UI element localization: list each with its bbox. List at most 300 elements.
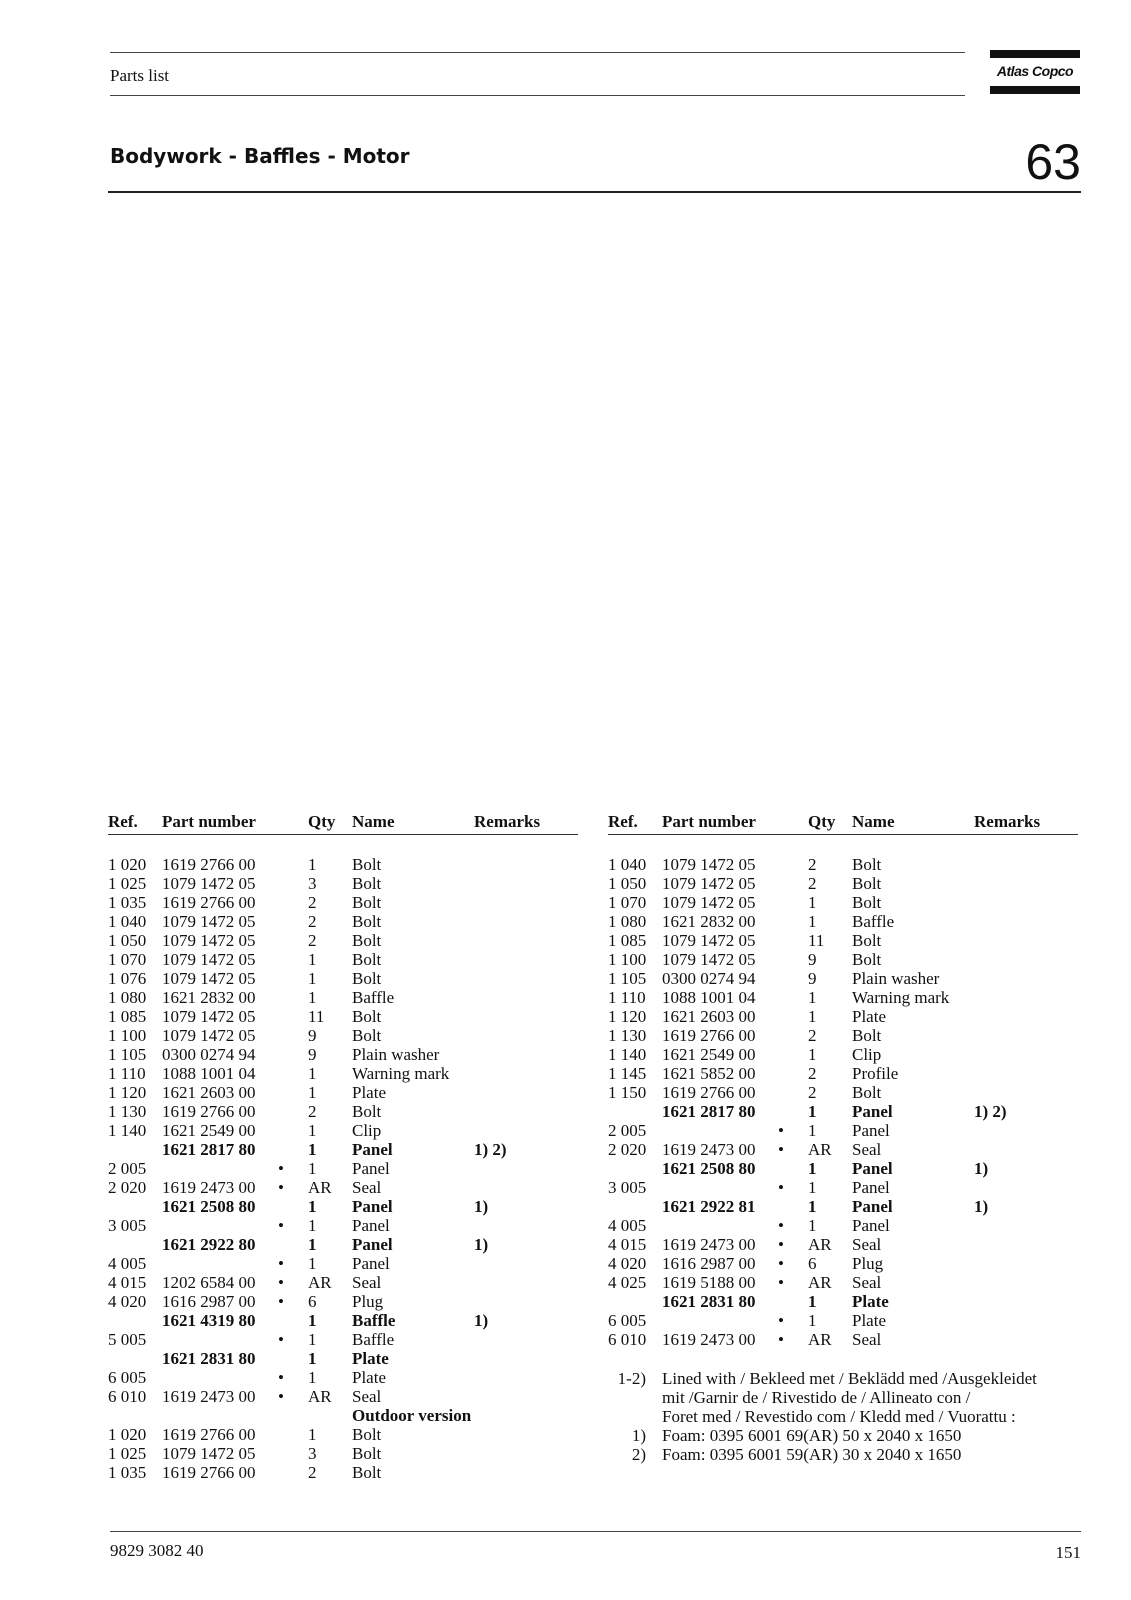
row-name: Bolt [352, 1007, 382, 1026]
note-marker: 1) [631, 1426, 646, 1445]
parts-table-left [108, 812, 578, 1482]
row-name: Plate [352, 1349, 389, 1368]
title-rule [108, 191, 1081, 193]
row-ref: 1 120 [608, 1007, 647, 1026]
row-part-number: 1619 2766 00 [162, 893, 256, 912]
section-number: 63 [1025, 134, 1081, 190]
row-bullet: • [778, 1254, 784, 1273]
row-ref: 1 145 [608, 1064, 647, 1083]
table-row [608, 1330, 1078, 1349]
row-part-number: 1619 2766 00 [662, 1026, 756, 1045]
row-name: Bolt [352, 1026, 382, 1045]
table-row [108, 874, 578, 893]
row-part-number: 1079 1472 05 [162, 1444, 256, 1463]
row-qty: 1 [308, 1368, 317, 1387]
row-qty: 2 [308, 893, 317, 912]
row-qty: 9 [808, 969, 817, 988]
table-row [108, 1159, 578, 1178]
table-row [608, 950, 1078, 969]
row-name: Clip [352, 1121, 382, 1140]
row-bullet: • [778, 1273, 784, 1292]
table-row [108, 1121, 578, 1140]
row-part-number: 1619 2766 00 [662, 1083, 756, 1102]
row-name: Bolt [352, 1425, 382, 1444]
row-ref: 4 020 [108, 1292, 147, 1311]
table-row-assembly [108, 1197, 578, 1216]
table-row-assembly [108, 1349, 578, 1368]
table-row [608, 1235, 1078, 1254]
row-part-number: 1079 1472 05 [662, 931, 756, 950]
row-qty: 1 [308, 1083, 317, 1102]
table-row-assembly [108, 1235, 578, 1254]
row-ref: 1 020 [108, 855, 147, 874]
table-row [608, 1254, 1078, 1273]
row-qty: 1 [808, 1292, 817, 1311]
row-ref: 3 005 [108, 1216, 147, 1235]
row-name: Bolt [352, 950, 382, 969]
row-remarks: 1) 2) [474, 1140, 507, 1159]
table-row [108, 931, 578, 950]
row-name: Bolt [352, 1463, 382, 1482]
row-part-number: 1621 2831 80 [162, 1349, 256, 1368]
row-name: Seal [352, 1273, 382, 1292]
row-qty: 1 [808, 1311, 817, 1330]
row-name: Outdoor version [352, 1406, 472, 1425]
row-part-number: 1619 2473 00 [162, 1387, 256, 1406]
row-qty: 1 [308, 855, 317, 874]
row-ref: 1 110 [108, 1064, 146, 1083]
row-qty: 1 [308, 1064, 317, 1083]
row-ref: 1 025 [108, 874, 147, 893]
row-ref: 1 020 [108, 1425, 147, 1444]
row-qty: 2 [808, 1026, 817, 1045]
row-part-number: 1621 2603 00 [662, 1007, 756, 1026]
row-name: Seal [352, 1387, 382, 1406]
row-part-number: 1621 5852 00 [662, 1064, 756, 1083]
row-part-number: 0300 0274 94 [662, 969, 756, 988]
table-row [108, 855, 578, 874]
row-part-number: 1619 2473 00 [662, 1330, 756, 1349]
row-name: Seal [852, 1235, 882, 1254]
row-name: Plug [352, 1292, 384, 1311]
table-row-assembly [108, 1140, 578, 1159]
row-bullet: • [778, 1178, 784, 1197]
note-text: Foret med / Revestido com / Kledd med / Vuorattu : [662, 1407, 1016, 1426]
note [608, 1445, 1078, 1464]
row-ref: 1 080 [108, 988, 147, 1007]
row-part-number: 1621 2603 00 [162, 1083, 256, 1102]
row-ref: 1 040 [108, 912, 147, 931]
row-qty: AR [808, 1140, 832, 1159]
row-qty: 2 [308, 1463, 317, 1482]
row-ref: 4 015 [608, 1235, 647, 1254]
row-part-number: 1079 1472 05 [662, 893, 756, 912]
row-ref: 1 040 [608, 855, 647, 874]
table-row [608, 969, 1078, 988]
row-name: Bolt [852, 1026, 882, 1045]
row-name: Bolt [352, 1444, 382, 1463]
row-ref: 6 005 [608, 1311, 647, 1330]
row-ref: 1 100 [108, 1026, 147, 1045]
row-qty: 1 [808, 1197, 817, 1216]
row-bullet: • [778, 1235, 784, 1254]
row-qty: 2 [808, 874, 817, 893]
row-name: Bolt [352, 912, 382, 931]
row-qty: 6 [808, 1254, 817, 1273]
row-qty: 2 [808, 1064, 817, 1083]
row-name: Bolt [852, 855, 882, 874]
row-part-number: 1621 2922 80 [162, 1235, 256, 1254]
row-name: Baffle [352, 1311, 396, 1330]
header-name: Name [852, 812, 895, 831]
row-name: Bolt [352, 893, 382, 912]
table-row [608, 1007, 1078, 1026]
table-row [108, 1330, 578, 1349]
header-part-number: Part number [662, 812, 756, 831]
row-qty: 1 [308, 1159, 317, 1178]
row-bullet: • [278, 1330, 284, 1349]
row-ref: 6 005 [108, 1368, 147, 1387]
row-qty: 1 [308, 1140, 317, 1159]
row-part-number: 1619 5188 00 [662, 1273, 756, 1292]
row-name: Seal [852, 1140, 882, 1159]
row-qty: 1 [308, 1425, 317, 1444]
table-row [108, 1254, 578, 1273]
row-name: Seal [852, 1273, 882, 1292]
page-title: Bodywork - Baffles - Motor [110, 144, 410, 168]
row-name: Plate [352, 1368, 386, 1387]
document-number: 9829 3082 40 [110, 1541, 204, 1560]
row-qty: 2 [308, 912, 317, 931]
row-ref: 6 010 [108, 1387, 147, 1406]
row-part-number: 1621 2549 00 [662, 1045, 756, 1064]
row-part-number: 1621 2508 80 [162, 1197, 256, 1216]
table-row [608, 855, 1078, 874]
row-ref: 3 005 [608, 1178, 647, 1197]
row-ref: 1 085 [608, 931, 647, 950]
row-name: Plain washer [852, 969, 940, 988]
row-ref: 1 076 [108, 969, 147, 988]
header-remarks: Remarks [974, 812, 1041, 831]
table-row [108, 1444, 578, 1463]
row-qty: 1 [808, 988, 817, 1007]
row-qty: 1 [308, 1311, 317, 1330]
row-name: Panel [852, 1102, 893, 1121]
row-part-number: 1088 1001 04 [162, 1064, 256, 1083]
logo-bottom-bar [990, 86, 1080, 94]
atlas-copco-logo [990, 50, 1080, 94]
table-row-assembly [608, 1159, 1078, 1178]
row-part-number: 1616 2987 00 [162, 1292, 256, 1311]
table-row [108, 969, 578, 988]
table-row [108, 1387, 578, 1406]
row-bullet: • [278, 1368, 284, 1387]
row-remarks: 1) [474, 1197, 489, 1216]
table-row [108, 1102, 578, 1121]
row-qty: 1 [308, 1216, 317, 1235]
row-ref: 6 010 [608, 1330, 647, 1349]
row-remarks: 1) 2) [974, 1102, 1007, 1121]
row-bullet: • [278, 1178, 284, 1197]
row-ref: 1 130 [108, 1102, 147, 1121]
row-qty: 1 [808, 1045, 817, 1064]
row-qty: 9 [308, 1026, 317, 1045]
row-qty: 11 [808, 931, 825, 950]
row-qty: 6 [308, 1292, 317, 1311]
row-part-number: 1079 1472 05 [162, 912, 256, 931]
row-qty: 11 [308, 1007, 325, 1026]
row-qty: AR [308, 1178, 332, 1197]
row-qty: 1 [808, 1159, 817, 1178]
row-part-number: 1621 2832 00 [662, 912, 756, 931]
row-name: Baffle [352, 988, 395, 1007]
table-row [108, 1026, 578, 1045]
row-ref: 1 050 [608, 874, 647, 893]
row-ref: 1 140 [108, 1121, 147, 1140]
row-qty: 9 [808, 950, 817, 969]
table-row [608, 1273, 1078, 1292]
row-name: Plain washer [352, 1045, 440, 1064]
row-name: Plate [852, 1007, 886, 1026]
row-part-number: 1619 2766 00 [162, 1463, 256, 1482]
table-row [608, 1311, 1078, 1330]
row-name: Clip [852, 1045, 882, 1064]
row-part-number: 1616 2987 00 [662, 1254, 756, 1273]
row-ref: 1 130 [608, 1026, 647, 1045]
row-name: Warning mark [852, 988, 950, 1007]
footer-rule [110, 1531, 1081, 1532]
row-name: Bolt [852, 874, 882, 893]
table-row [608, 1140, 1078, 1159]
row-ref: 2 005 [108, 1159, 147, 1178]
row-ref: 1 110 [608, 988, 646, 1007]
row-name: Bolt [352, 855, 382, 874]
table-row [608, 988, 1078, 1007]
row-name: Baffle [352, 1330, 395, 1349]
row-qty: 1 [808, 893, 817, 912]
note-text: Foam: 0395 6001 69(AR) 50 x 2040 x 1650 [662, 1426, 962, 1445]
table-row-assembly [108, 1406, 578, 1425]
note [608, 1426, 1078, 1445]
row-part-number: 1079 1472 05 [162, 1007, 256, 1026]
row-name: Panel [352, 1140, 393, 1159]
parts-table-right [608, 812, 1078, 1464]
row-qty: AR [808, 1330, 832, 1349]
row-qty: 2 [808, 1083, 817, 1102]
row-ref: 1 070 [608, 893, 647, 912]
row-ref: 1 025 [108, 1444, 147, 1463]
row-qty: 2 [308, 1102, 317, 1121]
row-ref: 1 070 [108, 950, 147, 969]
row-part-number: 1079 1472 05 [662, 855, 756, 874]
row-part-number: 1079 1472 05 [162, 950, 256, 969]
row-name: Plate [852, 1311, 886, 1330]
table-row [108, 1368, 578, 1387]
row-name: Panel [352, 1254, 390, 1273]
table-row-assembly [608, 1292, 1078, 1311]
table-row-assembly [608, 1102, 1078, 1121]
table-row-assembly [108, 1311, 578, 1330]
table-row [108, 912, 578, 931]
row-qty: 3 [308, 1444, 317, 1463]
row-qty: 2 [308, 931, 317, 950]
row-qty: 1 [308, 1121, 317, 1140]
row-part-number: 1079 1472 05 [162, 874, 256, 893]
row-qty: 1 [308, 1197, 317, 1216]
table-row [108, 1273, 578, 1292]
row-qty: 3 [308, 874, 317, 893]
header-name: Name [352, 812, 395, 831]
row-name: Baffle [852, 912, 895, 931]
note-text: Lined with / Bekleed met / Beklädd med /Ausgekleidet [662, 1369, 1037, 1388]
row-qty: 1 [308, 1349, 317, 1368]
row-bullet: • [278, 1216, 284, 1235]
row-name: Bolt [352, 874, 382, 893]
row-qty: 1 [308, 1235, 317, 1254]
header-qty: Qty [308, 812, 336, 831]
row-name: Bolt [852, 1083, 882, 1102]
table-header [108, 812, 578, 835]
row-ref: 1 120 [108, 1083, 147, 1102]
row-ref: 4 015 [108, 1273, 147, 1292]
row-name: Panel [852, 1159, 893, 1178]
row-qty: AR [808, 1235, 832, 1254]
table-row [108, 988, 578, 1007]
row-name: Warning mark [352, 1064, 450, 1083]
row-name: Plug [852, 1254, 884, 1273]
row-part-number: 1079 1472 05 [162, 969, 256, 988]
row-part-number: 1621 4319 80 [162, 1311, 256, 1330]
note-text: mit /Garnir de / Rivestido de / Allineato con / [662, 1388, 971, 1407]
row-ref: 1 035 [108, 893, 147, 912]
row-name: Bolt [352, 1102, 382, 1121]
row-part-number: 1079 1472 05 [162, 931, 256, 950]
row-bullet: • [778, 1216, 784, 1235]
row-qty: 1 [808, 912, 817, 931]
row-part-number: 1621 2831 80 [662, 1292, 756, 1311]
row-qty: 1 [308, 950, 317, 969]
notes [608, 1369, 1078, 1464]
table-row [108, 1216, 578, 1235]
row-name: Seal [352, 1178, 382, 1197]
row-qty: 1 [808, 1007, 817, 1026]
header-top-rule [110, 52, 965, 53]
row-bullet: • [778, 1311, 784, 1330]
row-name: Bolt [352, 969, 382, 988]
row-qty: 9 [308, 1045, 317, 1064]
table-row [108, 1178, 578, 1197]
row-remarks: 1) [974, 1197, 989, 1216]
row-name: Panel [352, 1197, 393, 1216]
row-qty: 1 [308, 1330, 317, 1349]
table-row [108, 1064, 578, 1083]
row-ref: 1 085 [108, 1007, 147, 1026]
row-name: Panel [352, 1159, 390, 1178]
row-part-number: 1202 6584 00 [162, 1273, 256, 1292]
row-name: Panel [852, 1178, 890, 1197]
row-name: Bolt [852, 893, 882, 912]
row-remarks: 1) [474, 1311, 489, 1330]
row-part-number: 1619 2766 00 [162, 1102, 256, 1121]
note-marker: 1-2) [617, 1369, 646, 1388]
row-part-number: 1621 2832 00 [162, 988, 256, 1007]
table-row [608, 1045, 1078, 1064]
row-bullet: • [278, 1159, 284, 1178]
row-ref: 1 105 [608, 969, 647, 988]
row-name: Plate [852, 1292, 889, 1311]
header-qty: Qty [808, 812, 836, 831]
row-ref: 4 025 [608, 1273, 647, 1292]
row-name: Profile [852, 1064, 899, 1083]
row-part-number: 1621 2817 80 [662, 1102, 756, 1121]
row-remarks: 1) [974, 1159, 989, 1178]
row-qty: 2 [808, 855, 817, 874]
row-ref: 1 035 [108, 1463, 147, 1482]
table-row [108, 1083, 578, 1102]
row-name: Bolt [352, 931, 382, 950]
row-bullet: • [278, 1292, 284, 1311]
row-part-number: 1088 1001 04 [662, 988, 756, 1007]
table-row [108, 1463, 578, 1482]
row-remarks: 1) [474, 1235, 489, 1254]
row-ref: 4 020 [608, 1254, 647, 1273]
row-part-number: 1619 2473 00 [662, 1235, 756, 1254]
row-name: Panel [352, 1235, 393, 1254]
table-row [108, 1045, 578, 1064]
row-qty: 1 [808, 1178, 817, 1197]
row-part-number: 0300 0274 94 [162, 1045, 256, 1064]
row-part-number: 1079 1472 05 [162, 1026, 256, 1045]
table-header [608, 812, 1078, 835]
row-name: Plate [352, 1083, 386, 1102]
table-row [108, 950, 578, 969]
row-part-number: 1621 2922 81 [662, 1197, 756, 1216]
header-remarks: Remarks [474, 812, 541, 831]
row-ref: 5 005 [108, 1330, 147, 1349]
table-row [108, 1292, 578, 1311]
table-row [608, 931, 1078, 950]
table-row [608, 912, 1078, 931]
row-name: Panel [352, 1216, 390, 1235]
table-row [608, 1121, 1078, 1140]
row-ref: 2 005 [608, 1121, 647, 1140]
table-row [608, 1064, 1078, 1083]
row-ref: 2 020 [608, 1140, 647, 1159]
header-part-number: Part number [162, 812, 256, 831]
table-row-assembly [608, 1197, 1078, 1216]
row-part-number: 1621 2508 80 [662, 1159, 756, 1178]
table-row [608, 1026, 1078, 1045]
row-bullet: • [778, 1140, 784, 1159]
row-ref: 2 020 [108, 1178, 147, 1197]
row-name: Bolt [852, 931, 882, 950]
header-bottom-rule [110, 95, 965, 96]
row-bullet: • [278, 1273, 284, 1292]
table-row [108, 1007, 578, 1026]
table-body-left [108, 855, 578, 1482]
row-ref: 1 050 [108, 931, 147, 950]
row-part-number: 1619 2766 00 [162, 1425, 256, 1444]
section-label: Parts list [110, 66, 170, 85]
row-qty: 1 [308, 988, 317, 1007]
row-part-number: 1619 2473 00 [162, 1178, 256, 1197]
row-ref: 4 005 [608, 1216, 647, 1235]
table-row [608, 874, 1078, 893]
row-name: Panel [852, 1121, 890, 1140]
row-qty: 1 [808, 1102, 817, 1121]
table-row [608, 1083, 1078, 1102]
row-qty: AR [808, 1273, 832, 1292]
